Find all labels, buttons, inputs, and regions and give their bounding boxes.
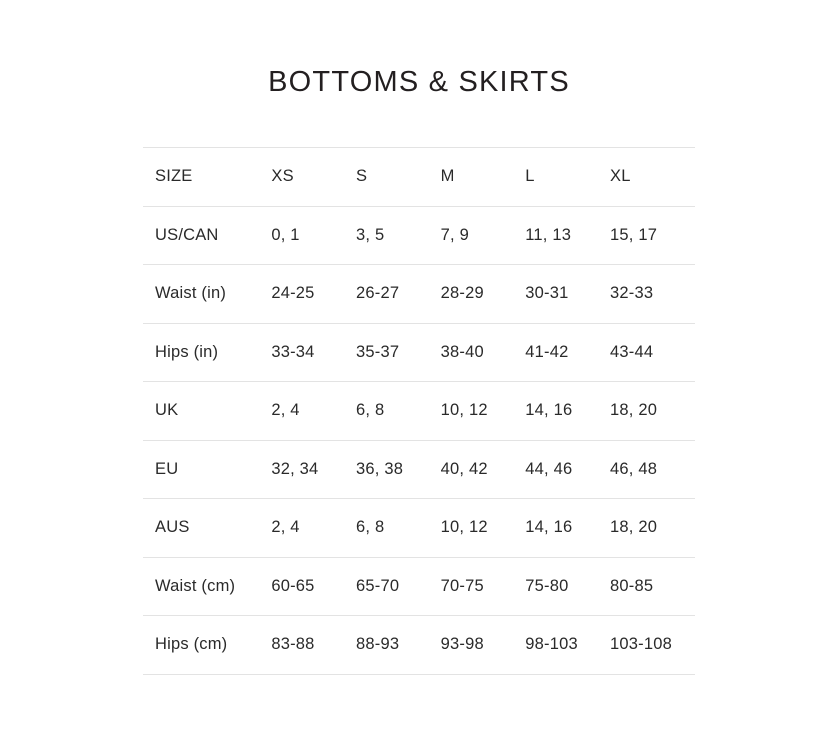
cell-xs: 32, 34 [271,440,356,499]
cell-m: 40, 42 [441,440,526,499]
column-header-size: SIZE [143,148,271,207]
cell-s: 6, 8 [356,382,441,441]
page-title: BOTTOMS & SKIRTS [268,66,570,98]
table-row [143,440,695,499]
cell-m: 10, 12 [441,499,526,558]
column-header-s: S [356,148,441,207]
table-row [143,616,695,675]
cell-l: 30-31 [525,265,610,324]
column-header-l: L [525,148,610,207]
cell-xs: 83-88 [271,616,356,675]
column-header-xs: XS [271,148,356,207]
cell-l: 11, 13 [525,206,610,265]
size-chart-table [143,147,695,675]
cell-xl: 46, 48 [610,440,695,499]
table-header [143,148,695,207]
table-row [143,499,695,558]
row-label: AUS [143,499,271,558]
row-label: Hips (in) [143,323,271,382]
cell-xs: 24-25 [271,265,356,324]
cell-s: 26-27 [356,265,441,324]
cell-m: 28-29 [441,265,526,324]
cell-m: 70-75 [441,557,526,616]
cell-s: 36, 38 [356,440,441,499]
column-header-xl: XL [610,148,695,207]
cell-m: 38-40 [441,323,526,382]
table-row [143,206,695,265]
table-row [143,265,695,324]
cell-l: 14, 16 [525,382,610,441]
table-row [143,382,695,441]
cell-l: 98-103 [525,616,610,675]
cell-xl: 80-85 [610,557,695,616]
cell-s: 88-93 [356,616,441,675]
row-label: Hips (cm) [143,616,271,675]
column-header-m: M [441,148,526,207]
cell-l: 44, 46 [525,440,610,499]
cell-xl: 32-33 [610,265,695,324]
size-chart-table-container [143,99,695,675]
row-label: Waist (cm) [143,557,271,616]
table-header-row [143,148,695,207]
cell-xs: 2, 4 [271,499,356,558]
cell-xs: 33-34 [271,323,356,382]
row-label: EU [143,440,271,499]
cell-xl: 103-108 [610,616,695,675]
cell-xl: 15, 17 [610,206,695,265]
cell-l: 75-80 [525,557,610,616]
cell-m: 93-98 [441,616,526,675]
cell-m: 10, 12 [441,382,526,441]
cell-s: 6, 8 [356,499,441,558]
table-body [143,206,695,674]
row-label: US/CAN [143,206,271,265]
cell-s: 35-37 [356,323,441,382]
cell-xl: 18, 20 [610,382,695,441]
cell-xl: 18, 20 [610,499,695,558]
row-label: UK [143,382,271,441]
cell-l: 41-42 [525,323,610,382]
cell-s: 65-70 [356,557,441,616]
cell-xs: 0, 1 [271,206,356,265]
row-label: Waist (in) [143,265,271,324]
cell-m: 7, 9 [441,206,526,265]
cell-xl: 43-44 [610,323,695,382]
cell-xs: 2, 4 [271,382,356,441]
table-row [143,557,695,616]
table-row [143,323,695,382]
cell-s: 3, 5 [356,206,441,265]
cell-l: 14, 16 [525,499,610,558]
cell-xs: 60-65 [271,557,356,616]
